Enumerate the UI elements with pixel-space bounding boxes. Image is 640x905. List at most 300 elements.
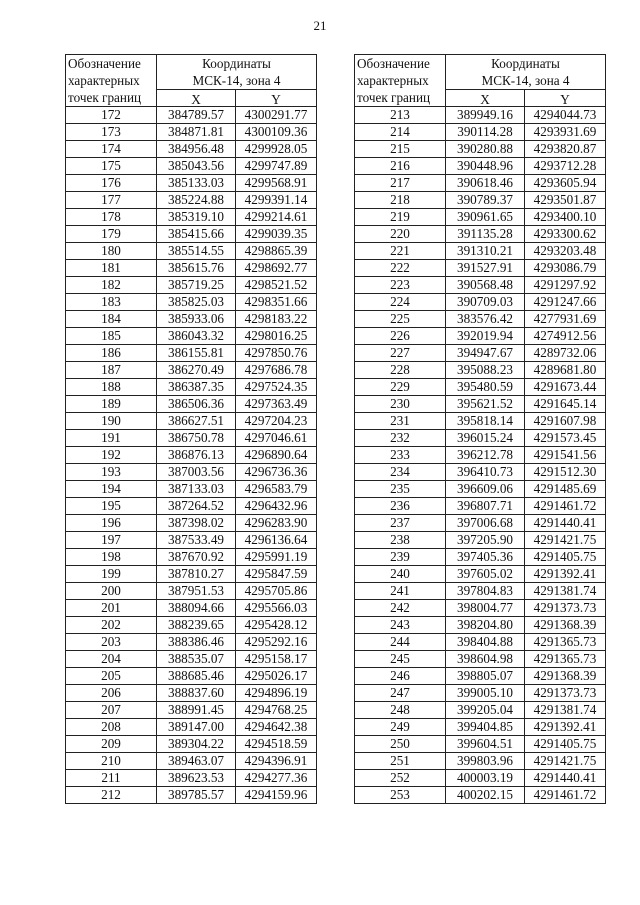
- x-coordinate-cell: 399803.96: [446, 753, 525, 770]
- table-row: [66, 498, 317, 515]
- point-number-cell: 233: [355, 447, 446, 464]
- y-coordinate-cell: 4291440.41: [525, 770, 606, 787]
- table-row: [355, 770, 606, 787]
- table-row: [355, 209, 606, 226]
- table-row: [355, 532, 606, 549]
- x-coordinate-cell: 387951.53: [157, 583, 236, 600]
- table-row: [355, 719, 606, 736]
- table-row: [355, 413, 606, 430]
- table-row: [66, 379, 317, 396]
- table-row: [66, 175, 317, 192]
- table-row: [66, 243, 317, 260]
- y-coordinate-cell: 4294396.91: [236, 753, 317, 770]
- x-coordinate-cell: 390709.03: [446, 294, 525, 311]
- x-coordinate-cell: 384789.57: [157, 107, 236, 124]
- y-coordinate-cell: 4291405.75: [525, 549, 606, 566]
- table-row: [355, 311, 606, 328]
- table-row: [66, 549, 317, 566]
- x-coordinate-cell: 386155.81: [157, 345, 236, 362]
- x-coordinate-cell: 385133.03: [157, 175, 236, 192]
- x-coordinate-cell: 385415.66: [157, 226, 236, 243]
- table-row: [355, 685, 606, 702]
- x-coordinate-cell: 389623.53: [157, 770, 236, 787]
- y-coordinate-cell: 4293400.10: [525, 209, 606, 226]
- designation-header: [355, 55, 446, 107]
- y-coordinate-cell: 4291297.92: [525, 277, 606, 294]
- y-coordinate-cell: 4297363.49: [236, 396, 317, 413]
- x-coordinate-cell: 396609.06: [446, 481, 525, 498]
- y-coordinate-cell: 4297046.61: [236, 430, 317, 447]
- table-row: [66, 770, 317, 787]
- y-coordinate-cell: 4298351.66: [236, 294, 317, 311]
- table-row: [355, 651, 606, 668]
- y-coordinate-cell: 4295705.86: [236, 583, 317, 600]
- x-coordinate-cell: 385719.25: [157, 277, 236, 294]
- x-coordinate-cell: 390618.46: [446, 175, 525, 192]
- table-row: [355, 549, 606, 566]
- x-coordinate-cell: 385224.88: [157, 192, 236, 209]
- table-row: [355, 464, 606, 481]
- table-row: [66, 260, 317, 277]
- table-row: [355, 345, 606, 362]
- table-row: [66, 702, 317, 719]
- x-coordinate-cell: 398604.98: [446, 651, 525, 668]
- table-row: [355, 617, 606, 634]
- point-number-cell: 240: [355, 566, 446, 583]
- point-number-cell: 207: [66, 702, 157, 719]
- coordinates-header: [446, 55, 606, 90]
- x-coordinate-cell: 399205.04: [446, 702, 525, 719]
- table-row: [66, 141, 317, 158]
- designation-header: [66, 55, 157, 107]
- y-coordinate-cell: 4296583.79: [236, 481, 317, 498]
- point-number-cell: 194: [66, 481, 157, 498]
- table-row: [355, 141, 606, 158]
- point-number-cell: 227: [355, 345, 446, 362]
- point-number-cell: 252: [355, 770, 446, 787]
- point-number-cell: 195: [66, 498, 157, 515]
- designation-header-line-1: Обозначение: [357, 56, 430, 71]
- x-coordinate-cell: 398404.88: [446, 634, 525, 651]
- x-coordinate-cell: 386043.32: [157, 328, 236, 345]
- x-coordinate-cell: 386750.78: [157, 430, 236, 447]
- x-coordinate-cell: 397205.90: [446, 532, 525, 549]
- y-coordinate-cell: 4298865.39: [236, 243, 317, 260]
- point-number-cell: 186: [66, 345, 157, 362]
- y-coordinate-cell: 4294642.38: [236, 719, 317, 736]
- table-row: [66, 787, 317, 804]
- y-column-header: Y: [525, 90, 606, 107]
- y-coordinate-cell: 4291365.73: [525, 651, 606, 668]
- table-row: [355, 430, 606, 447]
- table-row: [355, 498, 606, 515]
- y-coordinate-cell: 4296432.96: [236, 498, 317, 515]
- table-row: [355, 277, 606, 294]
- y-coordinate-cell: 4293931.69: [525, 124, 606, 141]
- y-coordinate-cell: 4291368.39: [525, 617, 606, 634]
- point-number-cell: 175: [66, 158, 157, 175]
- y-coordinate-cell: 4296890.64: [236, 447, 317, 464]
- table-row: [66, 362, 317, 379]
- point-number-cell: 201: [66, 600, 157, 617]
- point-number-cell: 212: [66, 787, 157, 804]
- x-coordinate-cell: 389949.16: [446, 107, 525, 124]
- point-number-cell: 189: [66, 396, 157, 413]
- designation-header-line-3: точек границ: [357, 90, 431, 105]
- point-number-cell: 197: [66, 532, 157, 549]
- x-coordinate-cell: 395621.52: [446, 396, 525, 413]
- y-coordinate-cell: 4299039.35: [236, 226, 317, 243]
- x-coordinate-cell: 394947.67: [446, 345, 525, 362]
- x-coordinate-cell: 397006.68: [446, 515, 525, 532]
- x-coordinate-cell: 387670.92: [157, 549, 236, 566]
- point-number-cell: 247: [355, 685, 446, 702]
- table-row: [66, 668, 317, 685]
- y-coordinate-cell: 4291421.75: [525, 532, 606, 549]
- y-coordinate-cell: 4291645.14: [525, 396, 606, 413]
- table-row: [66, 515, 317, 532]
- table-row: [66, 481, 317, 498]
- y-coordinate-cell: 4298183.22: [236, 311, 317, 328]
- point-number-cell: 173: [66, 124, 157, 141]
- x-coordinate-cell: 389147.00: [157, 719, 236, 736]
- table-row: [355, 736, 606, 753]
- y-coordinate-cell: 4298016.25: [236, 328, 317, 345]
- y-coordinate-cell: 4293605.94: [525, 175, 606, 192]
- x-coordinate-cell: 386876.13: [157, 447, 236, 464]
- point-number-cell: 253: [355, 787, 446, 804]
- point-number-cell: 204: [66, 651, 157, 668]
- x-coordinate-cell: 399404.85: [446, 719, 525, 736]
- point-number-cell: 238: [355, 532, 446, 549]
- y-coordinate-cell: 4295026.17: [236, 668, 317, 685]
- table-row: [355, 243, 606, 260]
- x-coordinate-cell: 387810.27: [157, 566, 236, 583]
- x-coordinate-cell: 387533.49: [157, 532, 236, 549]
- point-number-cell: 179: [66, 226, 157, 243]
- table-row: [66, 158, 317, 175]
- x-coordinate-cell: 395480.59: [446, 379, 525, 396]
- x-coordinate-cell: 388991.45: [157, 702, 236, 719]
- x-coordinate-cell: 386506.36: [157, 396, 236, 413]
- x-coordinate-cell: 384956.48: [157, 141, 236, 158]
- y-coordinate-cell: 4297686.78: [236, 362, 317, 379]
- y-coordinate-cell: 4293203.48: [525, 243, 606, 260]
- point-number-cell: 230: [355, 396, 446, 413]
- y-coordinate-cell: 4277931.69: [525, 311, 606, 328]
- x-coordinate-cell: 398805.07: [446, 668, 525, 685]
- x-coordinate-cell: 388837.60: [157, 685, 236, 702]
- x-coordinate-cell: 387003.56: [157, 464, 236, 481]
- point-number-cell: 220: [355, 226, 446, 243]
- y-coordinate-cell: 4300109.36: [236, 124, 317, 141]
- table-row: [355, 124, 606, 141]
- point-number-cell: 245: [355, 651, 446, 668]
- x-coordinate-cell: 400202.15: [446, 787, 525, 804]
- point-number-cell: 181: [66, 260, 157, 277]
- point-number-cell: 192: [66, 447, 157, 464]
- point-number-cell: 235: [355, 481, 446, 498]
- y-coordinate-cell: 4299214.61: [236, 209, 317, 226]
- designation-header-line-3: точек границ: [68, 90, 142, 105]
- x-coordinate-cell: 396212.78: [446, 447, 525, 464]
- point-number-cell: 176: [66, 175, 157, 192]
- y-coordinate-cell: 4295292.16: [236, 634, 317, 651]
- x-coordinate-cell: 385825.03: [157, 294, 236, 311]
- table-row: [66, 277, 317, 294]
- y-coordinate-cell: 4291607.98: [525, 413, 606, 430]
- x-coordinate-cell: 388386.46: [157, 634, 236, 651]
- y-coordinate-cell: 4291461.72: [525, 787, 606, 804]
- x-coordinate-cell: 388535.07: [157, 651, 236, 668]
- x-coordinate-cell: 387264.52: [157, 498, 236, 515]
- point-number-cell: 198: [66, 549, 157, 566]
- point-number-cell: 205: [66, 668, 157, 685]
- point-number-cell: 187: [66, 362, 157, 379]
- y-coordinate-cell: 4294159.96: [236, 787, 317, 804]
- table-row: [355, 362, 606, 379]
- y-coordinate-cell: 4295991.19: [236, 549, 317, 566]
- table-row: [355, 481, 606, 498]
- table-row: [66, 447, 317, 464]
- point-number-cell: 184: [66, 311, 157, 328]
- table-row: [66, 651, 317, 668]
- y-coordinate-cell: 4295847.59: [236, 566, 317, 583]
- table-row: [355, 175, 606, 192]
- point-number-cell: 180: [66, 243, 157, 260]
- coordinates-table-right: [354, 54, 606, 804]
- point-number-cell: 182: [66, 277, 157, 294]
- table-row: [355, 379, 606, 396]
- table-row: [355, 328, 606, 345]
- x-coordinate-cell: 384871.81: [157, 124, 236, 141]
- y-coordinate-cell: 4295428.12: [236, 617, 317, 634]
- point-number-cell: 210: [66, 753, 157, 770]
- y-coordinate-cell: 4291541.56: [525, 447, 606, 464]
- y-coordinate-cell: 4291381.74: [525, 702, 606, 719]
- y-coordinate-cell: 4289732.06: [525, 345, 606, 362]
- point-number-cell: 174: [66, 141, 157, 158]
- point-number-cell: 251: [355, 753, 446, 770]
- point-number-cell: 183: [66, 294, 157, 311]
- point-number-cell: 211: [66, 770, 157, 787]
- point-number-cell: 196: [66, 515, 157, 532]
- y-coordinate-cell: 4297524.35: [236, 379, 317, 396]
- point-number-cell: 225: [355, 311, 446, 328]
- point-number-cell: 216: [355, 158, 446, 175]
- x-coordinate-cell: 388685.46: [157, 668, 236, 685]
- y-coordinate-cell: 4299391.14: [236, 192, 317, 209]
- point-number-cell: 213: [355, 107, 446, 124]
- y-coordinate-cell: 4291247.66: [525, 294, 606, 311]
- coordinates-header-line-1: Координаты: [202, 56, 271, 71]
- x-coordinate-cell: 390448.96: [446, 158, 525, 175]
- x-coordinate-cell: 396015.24: [446, 430, 525, 447]
- point-number-cell: 200: [66, 583, 157, 600]
- y-coordinate-cell: 4299928.05: [236, 141, 317, 158]
- table-row: [355, 702, 606, 719]
- table-row: [355, 566, 606, 583]
- point-number-cell: 221: [355, 243, 446, 260]
- x-coordinate-cell: 389463.07: [157, 753, 236, 770]
- x-coordinate-cell: 391310.21: [446, 243, 525, 260]
- table-row: [66, 345, 317, 362]
- table-row: [66, 209, 317, 226]
- table-row: [66, 532, 317, 549]
- table-row: [355, 396, 606, 413]
- table-row: [66, 753, 317, 770]
- point-number-cell: 188: [66, 379, 157, 396]
- designation-header-line-2: характерных: [357, 73, 429, 88]
- point-number-cell: 208: [66, 719, 157, 736]
- y-coordinate-cell: 4291405.75: [525, 736, 606, 753]
- coordinates-table-left: [65, 54, 317, 804]
- table-row: [66, 328, 317, 345]
- point-number-cell: 206: [66, 685, 157, 702]
- point-number-cell: 199: [66, 566, 157, 583]
- y-coordinate-cell: 4291485.69: [525, 481, 606, 498]
- table-row: [66, 226, 317, 243]
- point-number-cell: 178: [66, 209, 157, 226]
- y-coordinate-cell: 4291373.73: [525, 600, 606, 617]
- y-coordinate-cell: 4293820.87: [525, 141, 606, 158]
- point-number-cell: 242: [355, 600, 446, 617]
- table-row: [66, 413, 317, 430]
- x-coordinate-cell: 390961.65: [446, 209, 525, 226]
- point-number-cell: 232: [355, 430, 446, 447]
- table-row: [355, 515, 606, 532]
- y-coordinate-cell: 4294896.19: [236, 685, 317, 702]
- point-number-cell: 203: [66, 634, 157, 651]
- x-coordinate-cell: 397804.83: [446, 583, 525, 600]
- x-coordinate-cell: 392019.94: [446, 328, 525, 345]
- table-row: [355, 787, 606, 804]
- y-coordinate-cell: 4294277.36: [236, 770, 317, 787]
- y-coordinate-cell: 4291373.73: [525, 685, 606, 702]
- y-coordinate-cell: 4274912.56: [525, 328, 606, 345]
- point-number-cell: 228: [355, 362, 446, 379]
- table-row: [66, 124, 317, 141]
- x-coordinate-cell: 385933.06: [157, 311, 236, 328]
- x-coordinate-cell: 390789.37: [446, 192, 525, 209]
- point-number-cell: 241: [355, 583, 446, 600]
- y-coordinate-cell: 4293712.28: [525, 158, 606, 175]
- y-coordinate-cell: 4295158.17: [236, 651, 317, 668]
- x-coordinate-cell: 391135.28: [446, 226, 525, 243]
- table-row: [66, 566, 317, 583]
- point-number-cell: 214: [355, 124, 446, 141]
- x-coordinate-cell: 386270.49: [157, 362, 236, 379]
- designation-header-line-1: Обозначение: [68, 56, 141, 71]
- table-row: [355, 634, 606, 651]
- y-coordinate-cell: 4291573.45: [525, 430, 606, 447]
- table-row: [355, 668, 606, 685]
- x-coordinate-cell: 383576.42: [446, 311, 525, 328]
- x-column-header: X: [446, 90, 525, 107]
- table-row: [66, 583, 317, 600]
- table-row: [355, 158, 606, 175]
- x-coordinate-cell: 386387.35: [157, 379, 236, 396]
- x-coordinate-cell: 387133.03: [157, 481, 236, 498]
- x-coordinate-cell: 385319.10: [157, 209, 236, 226]
- x-coordinate-cell: 400003.19: [446, 770, 525, 787]
- coordinates-header-line-1: Координаты: [491, 56, 560, 71]
- point-number-cell: 177: [66, 192, 157, 209]
- y-coordinate-cell: 4296736.36: [236, 464, 317, 481]
- table-row: [66, 600, 317, 617]
- x-coordinate-cell: 386627.51: [157, 413, 236, 430]
- point-number-cell: 237: [355, 515, 446, 532]
- x-coordinate-cell: 391527.91: [446, 260, 525, 277]
- x-coordinate-cell: 385514.55: [157, 243, 236, 260]
- y-coordinate-cell: 4294518.59: [236, 736, 317, 753]
- x-coordinate-cell: 389785.57: [157, 787, 236, 804]
- x-column-header: X: [157, 90, 236, 107]
- point-number-cell: 239: [355, 549, 446, 566]
- table-row: [355, 753, 606, 770]
- page-number: 21: [313, 18, 327, 33]
- point-number-cell: 224: [355, 294, 446, 311]
- coordinates-header: [157, 55, 317, 90]
- y-coordinate-cell: 4291440.41: [525, 515, 606, 532]
- x-coordinate-cell: 390114.28: [446, 124, 525, 141]
- x-coordinate-cell: 385043.56: [157, 158, 236, 175]
- table-row: [66, 634, 317, 651]
- point-number-cell: 243: [355, 617, 446, 634]
- table-row: [66, 107, 317, 124]
- y-coordinate-cell: 4297850.76: [236, 345, 317, 362]
- y-coordinate-cell: 4293501.87: [525, 192, 606, 209]
- point-number-cell: 236: [355, 498, 446, 515]
- table-row: [355, 107, 606, 124]
- x-coordinate-cell: 395818.14: [446, 413, 525, 430]
- table-row: [66, 311, 317, 328]
- point-number-cell: 218: [355, 192, 446, 209]
- table-row: [66, 736, 317, 753]
- table-row: [66, 294, 317, 311]
- y-coordinate-cell: 4296283.90: [236, 515, 317, 532]
- x-coordinate-cell: 388239.65: [157, 617, 236, 634]
- table-row: [355, 294, 606, 311]
- point-number-cell: 219: [355, 209, 446, 226]
- point-number-cell: 226: [355, 328, 446, 345]
- table-row: [355, 600, 606, 617]
- point-number-cell: 249: [355, 719, 446, 736]
- x-coordinate-cell: 399005.10: [446, 685, 525, 702]
- point-number-cell: 190: [66, 413, 157, 430]
- y-coordinate-cell: 4291365.73: [525, 634, 606, 651]
- point-number-cell: 250: [355, 736, 446, 753]
- y-coordinate-cell: 4291461.72: [525, 498, 606, 515]
- table-row: [355, 583, 606, 600]
- x-coordinate-cell: 399604.51: [446, 736, 525, 753]
- coordinates-header-line-2: МСК-14, зона 4: [192, 73, 281, 88]
- y-coordinate-cell: 4291392.41: [525, 566, 606, 583]
- y-coordinate-cell: 4291368.39: [525, 668, 606, 685]
- table-row: [66, 396, 317, 413]
- point-number-cell: 234: [355, 464, 446, 481]
- x-coordinate-cell: 396807.71: [446, 498, 525, 515]
- point-number-cell: 172: [66, 107, 157, 124]
- point-number-cell: 217: [355, 175, 446, 192]
- table-row: [66, 430, 317, 447]
- y-coordinate-cell: 4297204.23: [236, 413, 317, 430]
- y-column-header: Y: [236, 90, 317, 107]
- y-coordinate-cell: 4294768.25: [236, 702, 317, 719]
- point-number-cell: 191: [66, 430, 157, 447]
- x-coordinate-cell: 398004.77: [446, 600, 525, 617]
- x-coordinate-cell: 385615.76: [157, 260, 236, 277]
